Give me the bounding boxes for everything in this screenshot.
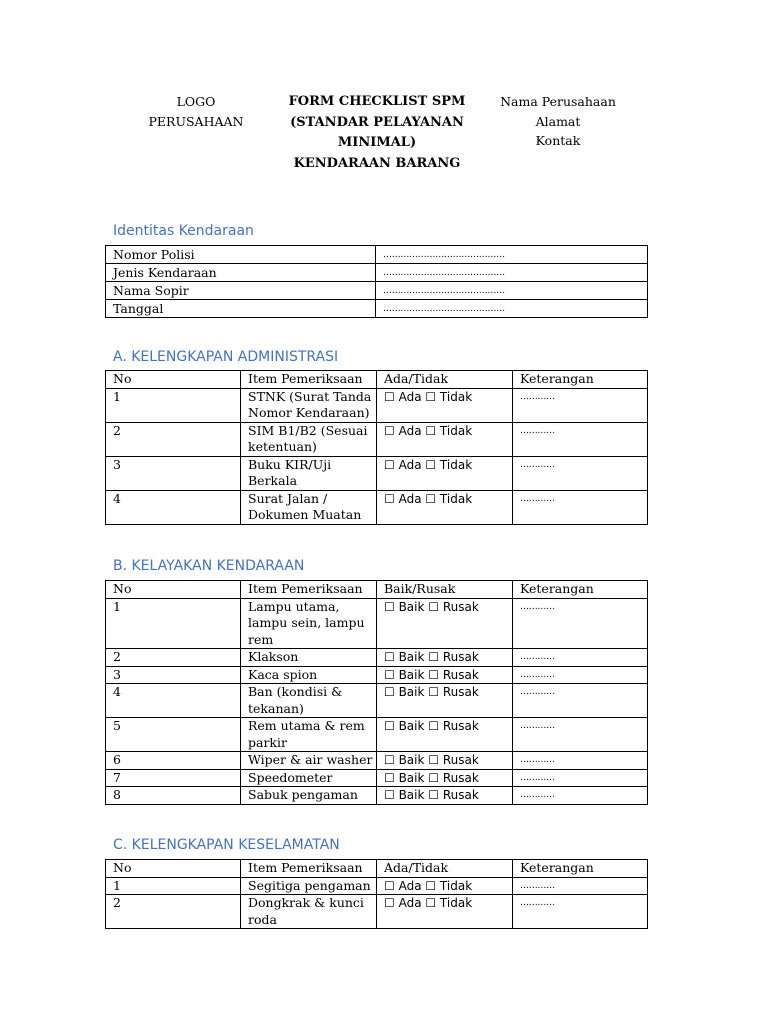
- identitas-row: [106, 300, 648, 318]
- column-header: No: [106, 860, 241, 878]
- status-checkboxes[interactable]: ☐ Ada ☐ Tidak: [377, 422, 513, 456]
- section-heading-identitas: Identitas Kendaraan: [113, 223, 254, 239]
- column-header: No: [106, 371, 241, 389]
- row-number: 6: [106, 752, 241, 770]
- keterangan-field[interactable]: …………: [513, 684, 648, 718]
- row-number: 8: [106, 787, 241, 805]
- item-name: Surat Jalan / Dokumen Muatan: [241, 490, 377, 524]
- identitas-row: [106, 282, 648, 300]
- table-row: [106, 684, 648, 718]
- document-header: [0, 92, 768, 182]
- row-number: 7: [106, 769, 241, 787]
- status-checkboxes[interactable]: ☐ Baik ☐ Rusak: [377, 666, 513, 684]
- company-address: Alamat: [535, 113, 581, 129]
- column-header: Baik/Rusak: [377, 581, 513, 599]
- item-name: STNK (Surat Tanda Nomor Kendaraan): [241, 388, 377, 422]
- section-heading-a: A. KELENGKAPAN ADMINISTRASI: [113, 349, 339, 365]
- column-header: Ada/Tidak: [377, 371, 513, 389]
- document-title: [272, 92, 482, 174]
- status-checkboxes[interactable]: ☐ Ada ☐ Tidak: [377, 877, 513, 895]
- keterangan-field[interactable]: …………: [513, 388, 648, 422]
- identitas-value-field[interactable]: ……………………………………: [376, 246, 648, 264]
- column-header: Item Pemeriksaan: [241, 371, 377, 389]
- row-number: 2: [106, 422, 241, 456]
- table-row: [106, 666, 648, 684]
- identitas-label: Jenis Kendaraan: [106, 264, 376, 282]
- table-row: [106, 787, 648, 805]
- status-checkboxes[interactable]: ☐ Baik ☐ Rusak: [377, 718, 513, 752]
- company-contact: Kontak: [535, 133, 581, 148]
- table-row: [106, 769, 648, 787]
- title-line: KENDARAAN BARANG: [293, 155, 461, 171]
- table-row: [106, 895, 648, 929]
- identitas-row: [106, 264, 648, 282]
- column-header: Keterangan: [513, 371, 648, 389]
- keterangan-field[interactable]: …………: [513, 895, 648, 929]
- kelayakan-table: [105, 580, 648, 805]
- keterangan-field[interactable]: …………: [513, 787, 648, 805]
- item-name: Buku KIR/Uji Berkala: [241, 456, 377, 490]
- row-number: 2: [106, 649, 241, 667]
- table-row: [106, 649, 648, 667]
- item-name: Speedometer: [241, 769, 377, 787]
- column-header: Ada/Tidak: [377, 860, 513, 878]
- item-name: Ban (kondisi & tekanan): [241, 684, 377, 718]
- item-name: Sabuk pengaman: [241, 787, 377, 805]
- identitas-value-field[interactable]: ……………………………………: [376, 264, 648, 282]
- logo-placeholder: [136, 92, 256, 132]
- keterangan-field[interactable]: …………: [513, 718, 648, 752]
- section-heading-b: B. KELAYAKAN KENDARAAN: [113, 558, 305, 574]
- item-name: Lampu utama, lampu sein, lampu rem: [241, 598, 377, 649]
- status-checkboxes[interactable]: ☐ Baik ☐ Rusak: [377, 769, 513, 787]
- column-header: No: [106, 581, 241, 599]
- table-header-row: [106, 581, 648, 599]
- item-name: Wiper & air washer: [241, 752, 377, 770]
- column-header: Item Pemeriksaan: [241, 860, 377, 878]
- keterangan-field[interactable]: …………: [513, 598, 648, 649]
- row-number: 1: [106, 598, 241, 649]
- column-header: Keterangan: [513, 860, 648, 878]
- row-number: 4: [106, 490, 241, 524]
- title-line: (STANDAR PELAYANAN: [290, 114, 464, 130]
- table-row: [106, 456, 648, 490]
- row-number: 4: [106, 684, 241, 718]
- keterangan-field[interactable]: …………: [513, 456, 648, 490]
- keterangan-field[interactable]: …………: [513, 877, 648, 895]
- item-name: Kaca spion: [241, 666, 377, 684]
- identitas-label: Nama Sopir: [106, 282, 376, 300]
- row-number: 1: [106, 877, 241, 895]
- table-row: [106, 598, 648, 649]
- status-checkboxes[interactable]: ☐ Baik ☐ Rusak: [377, 752, 513, 770]
- identitas-label: Tanggal: [106, 300, 376, 318]
- column-header: Item Pemeriksaan: [241, 581, 377, 599]
- identitas-row: [106, 246, 648, 264]
- table-header-row: [106, 860, 648, 878]
- company-name: Nama Perusahaan: [500, 94, 616, 109]
- logo-line: LOGO: [176, 94, 216, 109]
- table-row: [106, 490, 648, 524]
- keterangan-field[interactable]: …………: [513, 422, 648, 456]
- status-checkboxes[interactable]: ☐ Ada ☐ Tidak: [377, 895, 513, 929]
- table-row: [106, 752, 648, 770]
- keterangan-field[interactable]: …………: [513, 666, 648, 684]
- item-name: SIM B1/B2 (Sesuai ketentuan): [241, 422, 377, 456]
- status-checkboxes[interactable]: ☐ Ada ☐ Tidak: [377, 490, 513, 524]
- identitas-value-field[interactable]: ……………………………………: [376, 300, 648, 318]
- row-number: 2: [106, 895, 241, 929]
- table-row: [106, 388, 648, 422]
- section-heading-c: C. KELENGKAPAN KESELAMATAN: [113, 837, 340, 853]
- row-number: 3: [106, 666, 241, 684]
- status-checkboxes[interactable]: ☐ Ada ☐ Tidak: [377, 456, 513, 490]
- keterangan-field[interactable]: …………: [513, 649, 648, 667]
- identitas-table: [105, 245, 648, 318]
- item-name: Segitiga pengaman: [241, 877, 377, 895]
- status-checkboxes[interactable]: ☐ Baik ☐ Rusak: [377, 684, 513, 718]
- title-line: FORM CHECKLIST SPM: [288, 94, 466, 109]
- company-info: [492, 92, 624, 151]
- row-number: 3: [106, 456, 241, 490]
- item-name: Dongkrak & kunci roda: [241, 895, 377, 929]
- keterangan-field[interactable]: …………: [513, 752, 648, 770]
- status-checkboxes[interactable]: ☐ Baik ☐ Rusak: [377, 598, 513, 649]
- administrasi-table: [105, 370, 648, 525]
- identitas-label: Nomor Polisi: [106, 246, 376, 264]
- logo-line: PERUSAHAAN: [148, 114, 244, 129]
- status-checkboxes[interactable]: ☐ Baik ☐ Rusak: [377, 787, 513, 805]
- identitas-value-field[interactable]: ……………………………………: [376, 282, 648, 300]
- status-checkboxes[interactable]: ☐ Baik ☐ Rusak: [377, 649, 513, 667]
- status-checkboxes[interactable]: ☐ Ada ☐ Tidak: [377, 388, 513, 422]
- row-number: 5: [106, 718, 241, 752]
- table-row: [106, 877, 648, 895]
- row-number: 1: [106, 388, 241, 422]
- column-header: Keterangan: [513, 581, 648, 599]
- table-row: [106, 422, 648, 456]
- table-header-row: [106, 371, 648, 389]
- keselamatan-table: [105, 859, 648, 929]
- table-row: [106, 718, 648, 752]
- title-line: MINIMAL): [337, 135, 417, 150]
- keterangan-field[interactable]: …………: [513, 490, 648, 524]
- keterangan-field[interactable]: …………: [513, 769, 648, 787]
- item-name: Klakson: [241, 649, 377, 667]
- item-name: Rem utama & rem parkir: [241, 718, 377, 752]
